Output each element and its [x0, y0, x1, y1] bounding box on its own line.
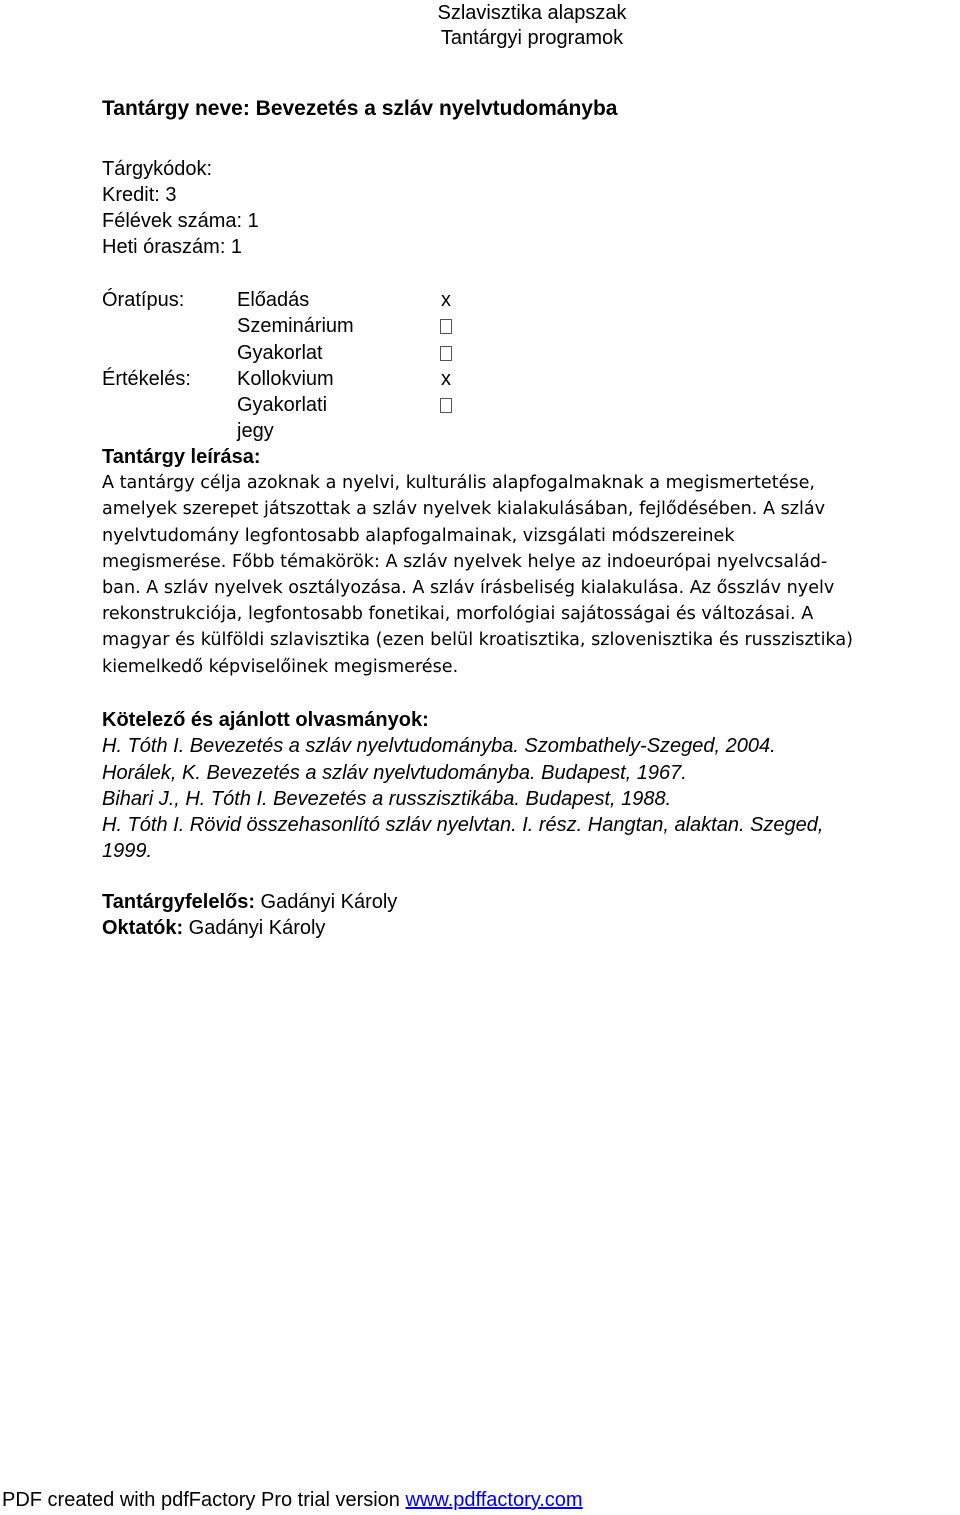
- readings-section: [102, 707, 823, 865]
- type-option: Szeminárium: [237, 315, 354, 338]
- pdf-footer: [2, 1487, 583, 1513]
- type-label: Értékelés:: [102, 367, 191, 390]
- footer-link[interactable]: www.pdffactory.com: [405, 1489, 583, 1511]
- subject-code: Tárgykódok:: [102, 158, 213, 180]
- type-option: Kollokvium: [237, 367, 334, 390]
- responsible-name: Gadányi Károly: [255, 891, 398, 913]
- type-option: Gyakorlat: [237, 341, 323, 364]
- reading-item: 1999.: [102, 840, 153, 863]
- header-title: Szlavisztika alapszak: [437, 2, 627, 24]
- subject-semesters: Félévek száma: 1: [102, 210, 259, 232]
- description-heading: Tantárgy leírása:: [102, 446, 261, 468]
- description-line: nyelvtudomány legfontosabb alapfogalmainak, vizsgálati módszereinek: [102, 525, 735, 546]
- staff-section: [102, 889, 397, 942]
- checkbox-empty-icon: [438, 313, 454, 341]
- subject-title: Tantárgy neve: Bevezetés a szláv nyelvtudományba: [102, 97, 618, 120]
- description-line: rekonstrukciója, legfontosabb fonetikai, morfológiai sajátosságai és változásai. A: [102, 604, 814, 625]
- reading-item: H. Tóth I. Rövid összehasonlító szláv nyelvtan. I. rész. Hangtan, alaktan. Szeged,: [102, 814, 824, 837]
- type-label: Óratípus:: [102, 289, 185, 311]
- type-option: Gyakorlati jegy: [237, 394, 328, 443]
- description-line: megismerése. Főbb témakörök: A szláv nyelvek helye az indoeurópai nyelvcsalád-: [102, 551, 828, 572]
- header-subtitle: Tantárgyi programok: [440, 27, 624, 49]
- responsible-line: [102, 889, 397, 915]
- description-line: amelyek szerepet játszottak a szláv nyelvek kialakulásában, fejlődésében. A szláv: [102, 499, 826, 520]
- checkbox-empty-icon: [438, 340, 454, 368]
- type-mark: x: [441, 367, 451, 390]
- reading-item: Horálek, K. Bevezetés a szláv nyelvtudományba. Budapest, 1967.: [102, 761, 687, 784]
- subject-hours: Heti óraszám: 1: [102, 236, 243, 258]
- description-line: kiemelkedő képviselőinek megismerése.: [102, 656, 459, 677]
- description-line: A tantárgy célja azoknak a nyelvi, kulturális alapfogalmaknak a megismertetése,: [102, 473, 816, 494]
- reading-item: Bihari J., H. Tóth I. Bevezetés a russzisztikába. Budapest, 1988.: [102, 787, 672, 810]
- description-line: ban. A szláv nyelvek osztályozása. A szláv írásbeliség kialakulása. Az ősszláv nyelv: [102, 577, 835, 598]
- description-section: [102, 444, 960, 680]
- footer-text: PDF created with pdfFactory Pro trial version: [2, 1489, 406, 1511]
- type-option: Előadás: [237, 289, 310, 311]
- responsible-label: Tantárgyfelelős:: [102, 891, 255, 913]
- subject-credit: Kredit: 3: [102, 184, 177, 206]
- teachers-name: Gadányi Károly: [183, 917, 326, 940]
- reading-item: H. Tóth I. Bevezetés a szláv nyelvtudományba. Szombathely-Szeged, 2004.: [102, 735, 776, 758]
- teachers-line: [102, 915, 397, 941]
- type-mark: x: [441, 289, 451, 311]
- readings-heading: Kötelező és ajánlott olvasmányok:: [102, 709, 429, 731]
- description-line: magyar és külföldi szlavisztika (ezen belül kroatisztika, szlovenisztika és russzisztika): [102, 630, 853, 651]
- subject-info: [102, 156, 259, 260]
- checkbox-empty-icon: [438, 392, 454, 420]
- teachers-label: Oktatók:: [102, 917, 184, 940]
